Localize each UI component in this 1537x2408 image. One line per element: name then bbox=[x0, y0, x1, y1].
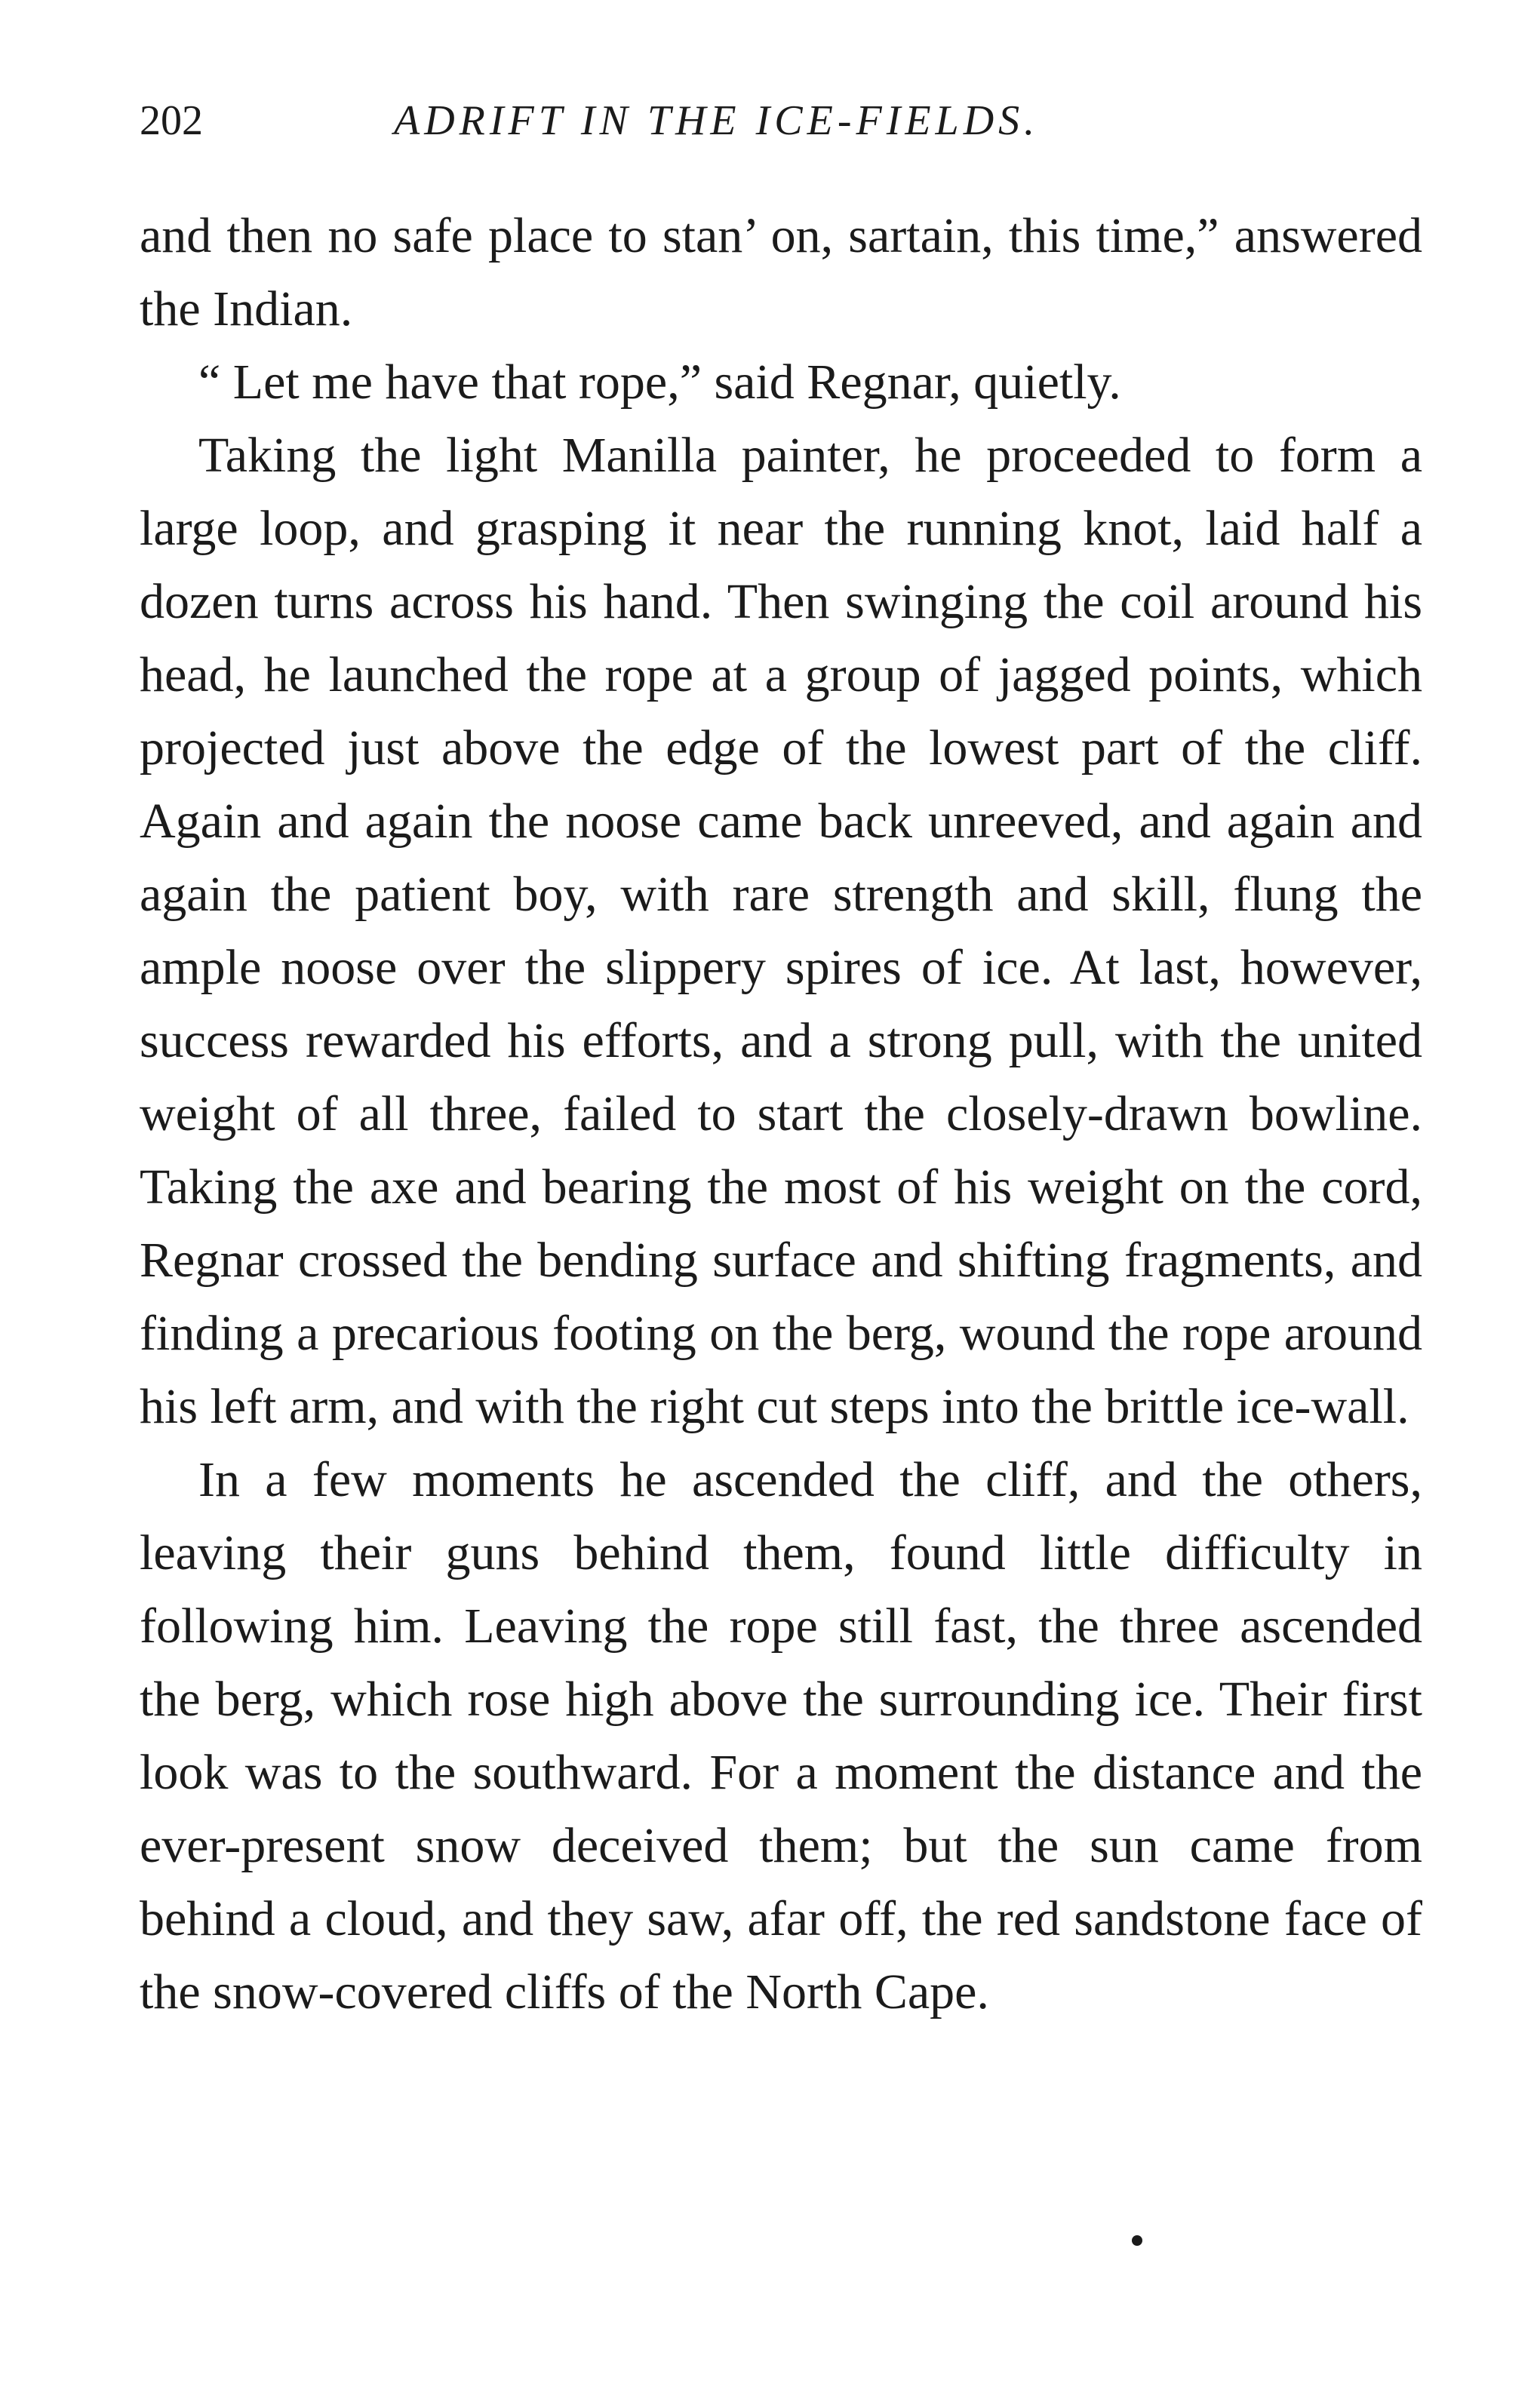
paragraph-dialogue: “ Let me have that rope,” said Regnar, quietly. bbox=[198, 355, 1121, 410]
running-title: ADRIFT IN THE ICE-FIELDS. bbox=[394, 97, 1040, 144]
body-text bbox=[140, 199, 1422, 2029]
paragraph-rope-throw: Taking the light Manilla painter, he proceeded to form a large loop, and grasping it near the running knot, laid half a dozen turns across his hand. Then swinging the coil around his head, he launched the rope at a group of jagged points, which projected just above the edge of the lowest part of the cliff. Again and again the noose came back unreeved, and again and again the patient boy, with rare strength and skill, flung the ample noose over the slippery spires of ice. At last, however, success rewarded his efforts, and a strong pull, with the united weight of all three, failed to start the closely-drawn bowline. Taking the axe and bearing the most of his weight on the cord, Regnar crossed the bending surface and shifting fragments, and finding a precarious footing on the berg, wound the rope around his left arm, and with the right cut steps into the brittle ice-wall. bbox=[140, 428, 1422, 1434]
paragraph-continuation: and then no safe place to stan’ on, sartain, this time,” answered the Indian. bbox=[140, 208, 1422, 336]
running-head bbox=[140, 91, 1422, 151]
printer-mark bbox=[1132, 2235, 1142, 2246]
paragraph-ascent: In a few moments he ascended the cliff, and the others, leaving their guns behind them, found little difficulty in following him. Leaving the rope still fast, the three ascended the berg, which rose high above the surrounding ice. Their first look was to the southward. For a moment the distance and the ever-present snow deceived them; but the sun came from behind a cloud, and they saw, afar off, the red sandstone face of the snow-covered cliffs of the North Cape. bbox=[140, 1452, 1422, 2019]
page-number: 202 bbox=[140, 97, 203, 144]
